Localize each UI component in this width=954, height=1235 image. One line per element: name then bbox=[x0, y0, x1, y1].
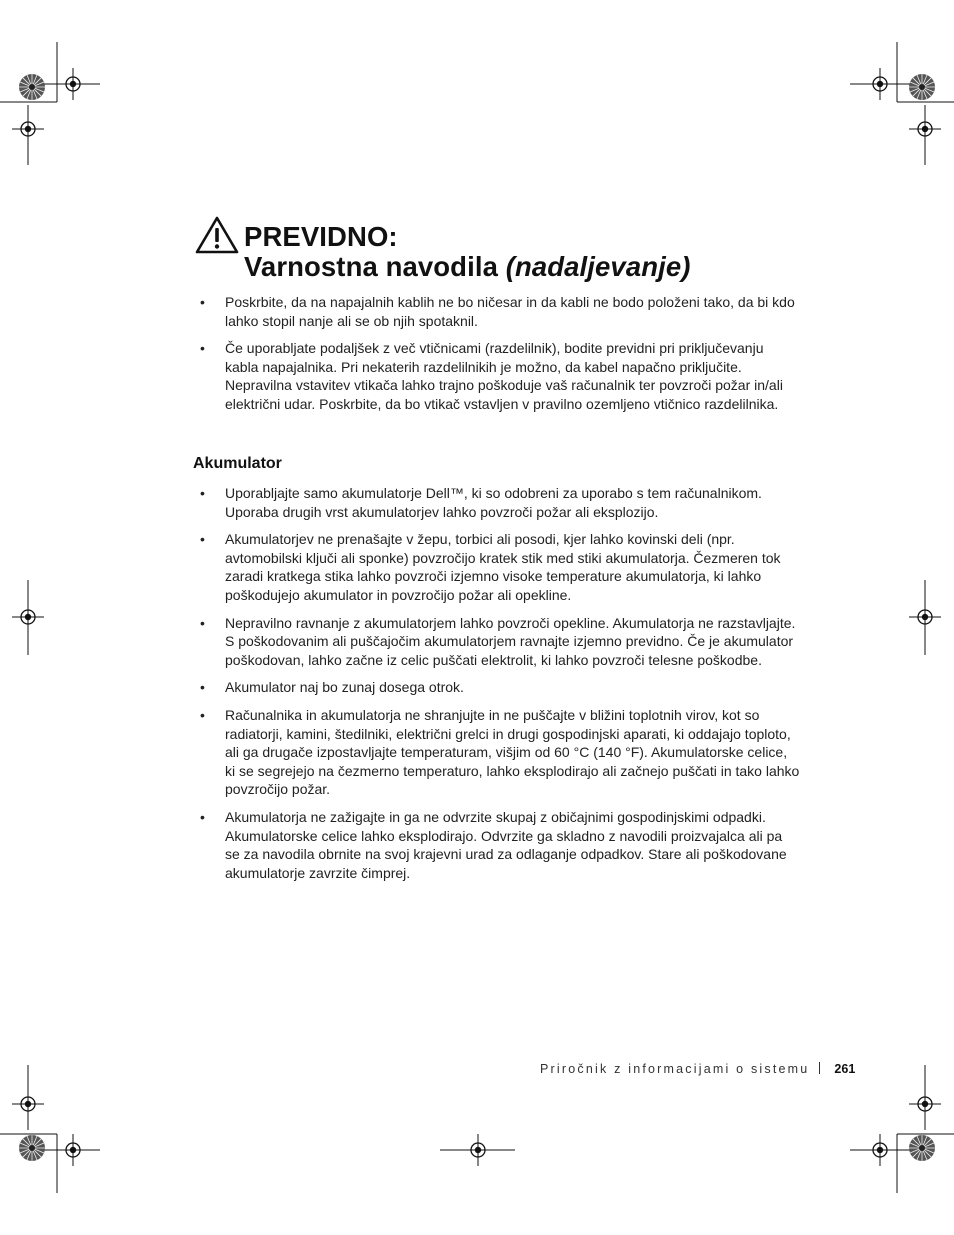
safety-list-cables bbox=[200, 293, 800, 423]
footer-book-title: Priročnik z informacijami o sistemu bbox=[540, 1062, 810, 1076]
page-number: 261 bbox=[834, 1062, 856, 1076]
list-item: • Računalnika in akumulatorja ne shranjujte in ne puščajte v bližini toplotnih virov, kot so radiatorji, kamini, štedilniki, električni grelci in drugi gospodinjski aparati, ki oddajajo toploto, ali ga drugače izpostavljajte temperaturam, višjim od 60 °C (140 °F). Akumulatorske celice, ki se segrejejo na čezmerno temperaturo, lahko eksplodirajo ali začnejo puščati in tako lahko povzročijo požar. bbox=[200, 706, 800, 799]
list-item: • Akumulatorja ne zažigajte in ga ne odvrzite skupaj z običajnimi gospodinjskimi odpadki. Akumulatorske celice lahko eksplodirajo. Odvrzite ga skladno z navodili proizvajalca ali pa se za navodila obrnite na svoj krajevni urad za odlaganje odpadkov. Stare ali poškodovane akumulatorje zavrzite čimprej. bbox=[200, 808, 800, 882]
page-heading bbox=[244, 222, 691, 282]
list-item: • Nepravilno ravnanje z akumulatorjem lahko povzroči opekline. Akumulatorja ne razstavljajte. S poškodovanim ali puščajočim akumulatorjem ravnajte izjemno previdno. Če je akumulator poškodovan, lahko začne iz celic puščati elektrolit, ki lahko povzroči telesne poškodbe. bbox=[200, 614, 800, 670]
heading-title: Varnostna navodila bbox=[244, 251, 506, 282]
list-item: • Poskrbite, da na napajalnih kablih ne bo ničesar in da kabli ne bodo položeni tako, da bi kdo lahko stopil nanje ali se ob njih spotaknil. bbox=[200, 293, 800, 330]
heading-line-1: PREVIDNO: bbox=[244, 221, 398, 252]
heading-line-2 bbox=[244, 252, 691, 282]
footer-divider bbox=[819, 1062, 820, 1074]
list-item: • Uporabljajte samo akumulatorje Dell™, ki so odobreni za uporabo s tem računalnikom. Uporaba drugih vrst akumulatorjev lahko povzroči požar ali eksplozijo. bbox=[200, 484, 800, 521]
section-title: Akumulator bbox=[193, 455, 282, 472]
list-item: • Akumulatorjev ne prenašajte v žepu, torbici ali posodi, kjer lahko kovinski deli (npr. avtomobilski ključi ali sponke) povzročijo kratek stik med stiki akumulatorja. Čezmeren tok zaradi kratkega stika lahko povzroči izjemno visoke temperature akumulatorja, ki lahko poškodujejo akumulator in povzročijo požar ali opekline. bbox=[200, 530, 800, 604]
heading-continuation: (nadaljevanje) bbox=[505, 251, 691, 282]
safety-list-battery bbox=[200, 484, 800, 891]
list-item: • Akumulator naj bo zunaj dosega otrok. bbox=[200, 678, 800, 697]
page-footer bbox=[540, 1062, 855, 1076]
list-item: • Če uporabljate podaljšek z več vtičnicami (razdelilnik), bodite previdni pri priključevanju kabla napajalnika. Pri nekaterih razdelilnikih je možno, da kabel napačno priključite. Nepravilna vstavitev vtikača lahko trajno poškoduje vaš računalnik ter povzroči požar in/ali električni udar. Poskrbite, da bo vtikač vstavljen v pravilno ozemljeno vtičnico razdelilnika. bbox=[200, 339, 800, 413]
warning-icon bbox=[195, 216, 239, 254]
